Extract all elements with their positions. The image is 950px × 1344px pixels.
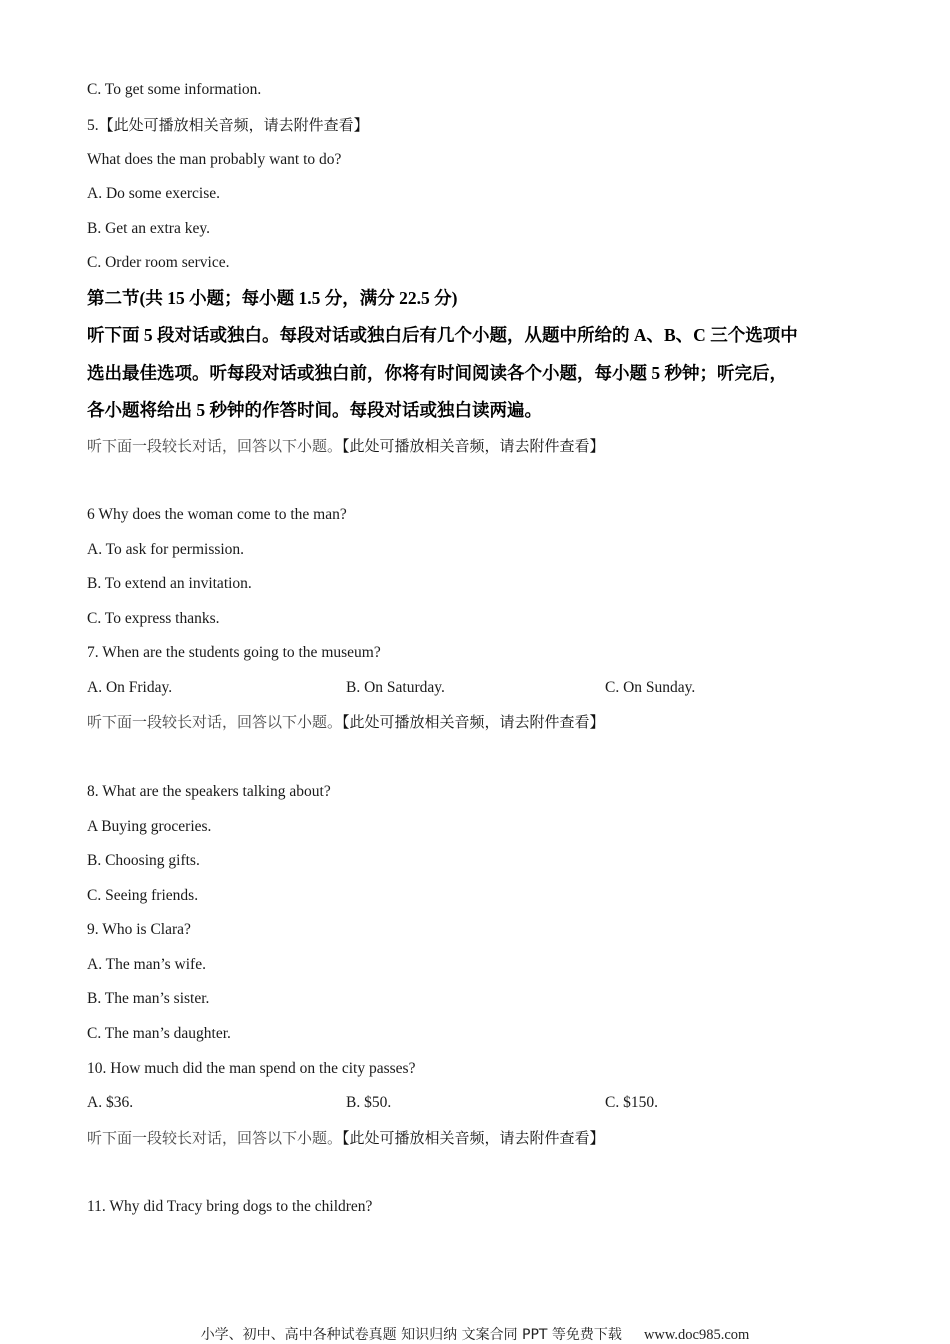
q10-option-c: C. $150.	[605, 1094, 658, 1111]
dialog-intro-1	[87, 436, 605, 457]
q7-option-c: C. On Sunday.	[605, 679, 696, 696]
section2-instructions-line1: 听下面 5 段对话或独白。每段对话或独白后有几个小题，从题中所给的 A、B、C 三个选项中	[87, 325, 798, 345]
dialog-intro-text: 听下面一段较长对话，回答以下小题。	[87, 437, 343, 455]
dialog-intro-audio-note[interactable]: 【此处可播放相关音频，请去附件查看】	[342, 713, 605, 731]
page-footer	[0, 1324, 950, 1344]
q6-question: 6 Why does the woman come to the man?	[87, 506, 347, 523]
q6-option-b: B. To extend an invitation.	[87, 575, 252, 592]
q6-option-a: A. To ask for permission.	[87, 541, 245, 558]
dialog-intro-audio-note[interactable]: 【此处可播放相关音频，请去附件查看】	[342, 1129, 605, 1147]
q10-option-b: B. $50.	[346, 1094, 392, 1111]
q5-number: 5.	[87, 117, 99, 134]
dialog-intro-audio-note[interactable]: 【此处可播放相关音频，请去附件查看】	[342, 437, 605, 455]
q10-option-a: A. $36.	[87, 1094, 134, 1111]
q7-question: 7. When are the students going to the museum?	[87, 644, 381, 661]
q5-question: What does the man probably want to do?	[87, 151, 342, 168]
q5-option-b: B. Get an extra key.	[87, 220, 210, 237]
q6-option-c: C. To express thanks.	[87, 610, 220, 627]
q7-option-b: B. On Saturday.	[346, 679, 445, 696]
q9-option-b: B. The man’s sister.	[87, 990, 210, 1007]
dialog-intro-text: 听下面一段较长对话，回答以下小题。	[87, 1129, 343, 1147]
q4-option-c: C. To get some information.	[87, 81, 262, 98]
section2-heading: 第二节(共 15 小题；每小题 1.5 分，满分 22.5 分)	[87, 288, 458, 308]
q5-option-c: C. Order room service.	[87, 254, 230, 271]
dialog-intro-3	[87, 1128, 605, 1149]
q5-option-a: A. Do some exercise.	[87, 185, 220, 202]
section2-instructions-line2: 选出最佳选项。听每段对话或独白前，你将有时间阅读各个小题，每小题 5 秒钟；听完后，	[87, 363, 787, 383]
q8-question: 8. What are the speakers talking about?	[87, 783, 331, 800]
section2-instructions-line3: 各小题将给出 5 秒钟的作答时间。每段对话或独白读两遍。	[87, 400, 542, 420]
q11-question: 11. Why did Tracy bring dogs to the children?	[87, 1198, 373, 1215]
q9-option-a: A. The man’s wife.	[87, 956, 206, 973]
dialog-intro-2	[87, 712, 605, 733]
q8-option-c: C. Seeing friends.	[87, 887, 199, 904]
q5-header	[87, 115, 369, 136]
q9-question: 9. Who is Clara?	[87, 921, 191, 938]
q7-option-a: A. On Friday.	[87, 679, 173, 696]
q9-option-c: C. The man’s daughter.	[87, 1025, 231, 1042]
q8-option-a: A Buying groceries.	[87, 818, 212, 835]
q10-question: 10. How much did the man spend on the city passes?	[87, 1060, 416, 1077]
footer-url[interactable]: www.doc985.com	[643, 1327, 750, 1343]
q5-audio-note[interactable]: 【此处可播放相关音频，请去附件查看】	[98, 116, 369, 134]
q8-option-b: B. Choosing gifts.	[87, 852, 200, 869]
footer-text: 小学、初中、高中各种试卷真题 知识归纳 文案合同 PPT 等免费下载	[200, 1327, 622, 1343]
dialog-intro-text: 听下面一段较长对话，回答以下小题。	[87, 713, 343, 731]
